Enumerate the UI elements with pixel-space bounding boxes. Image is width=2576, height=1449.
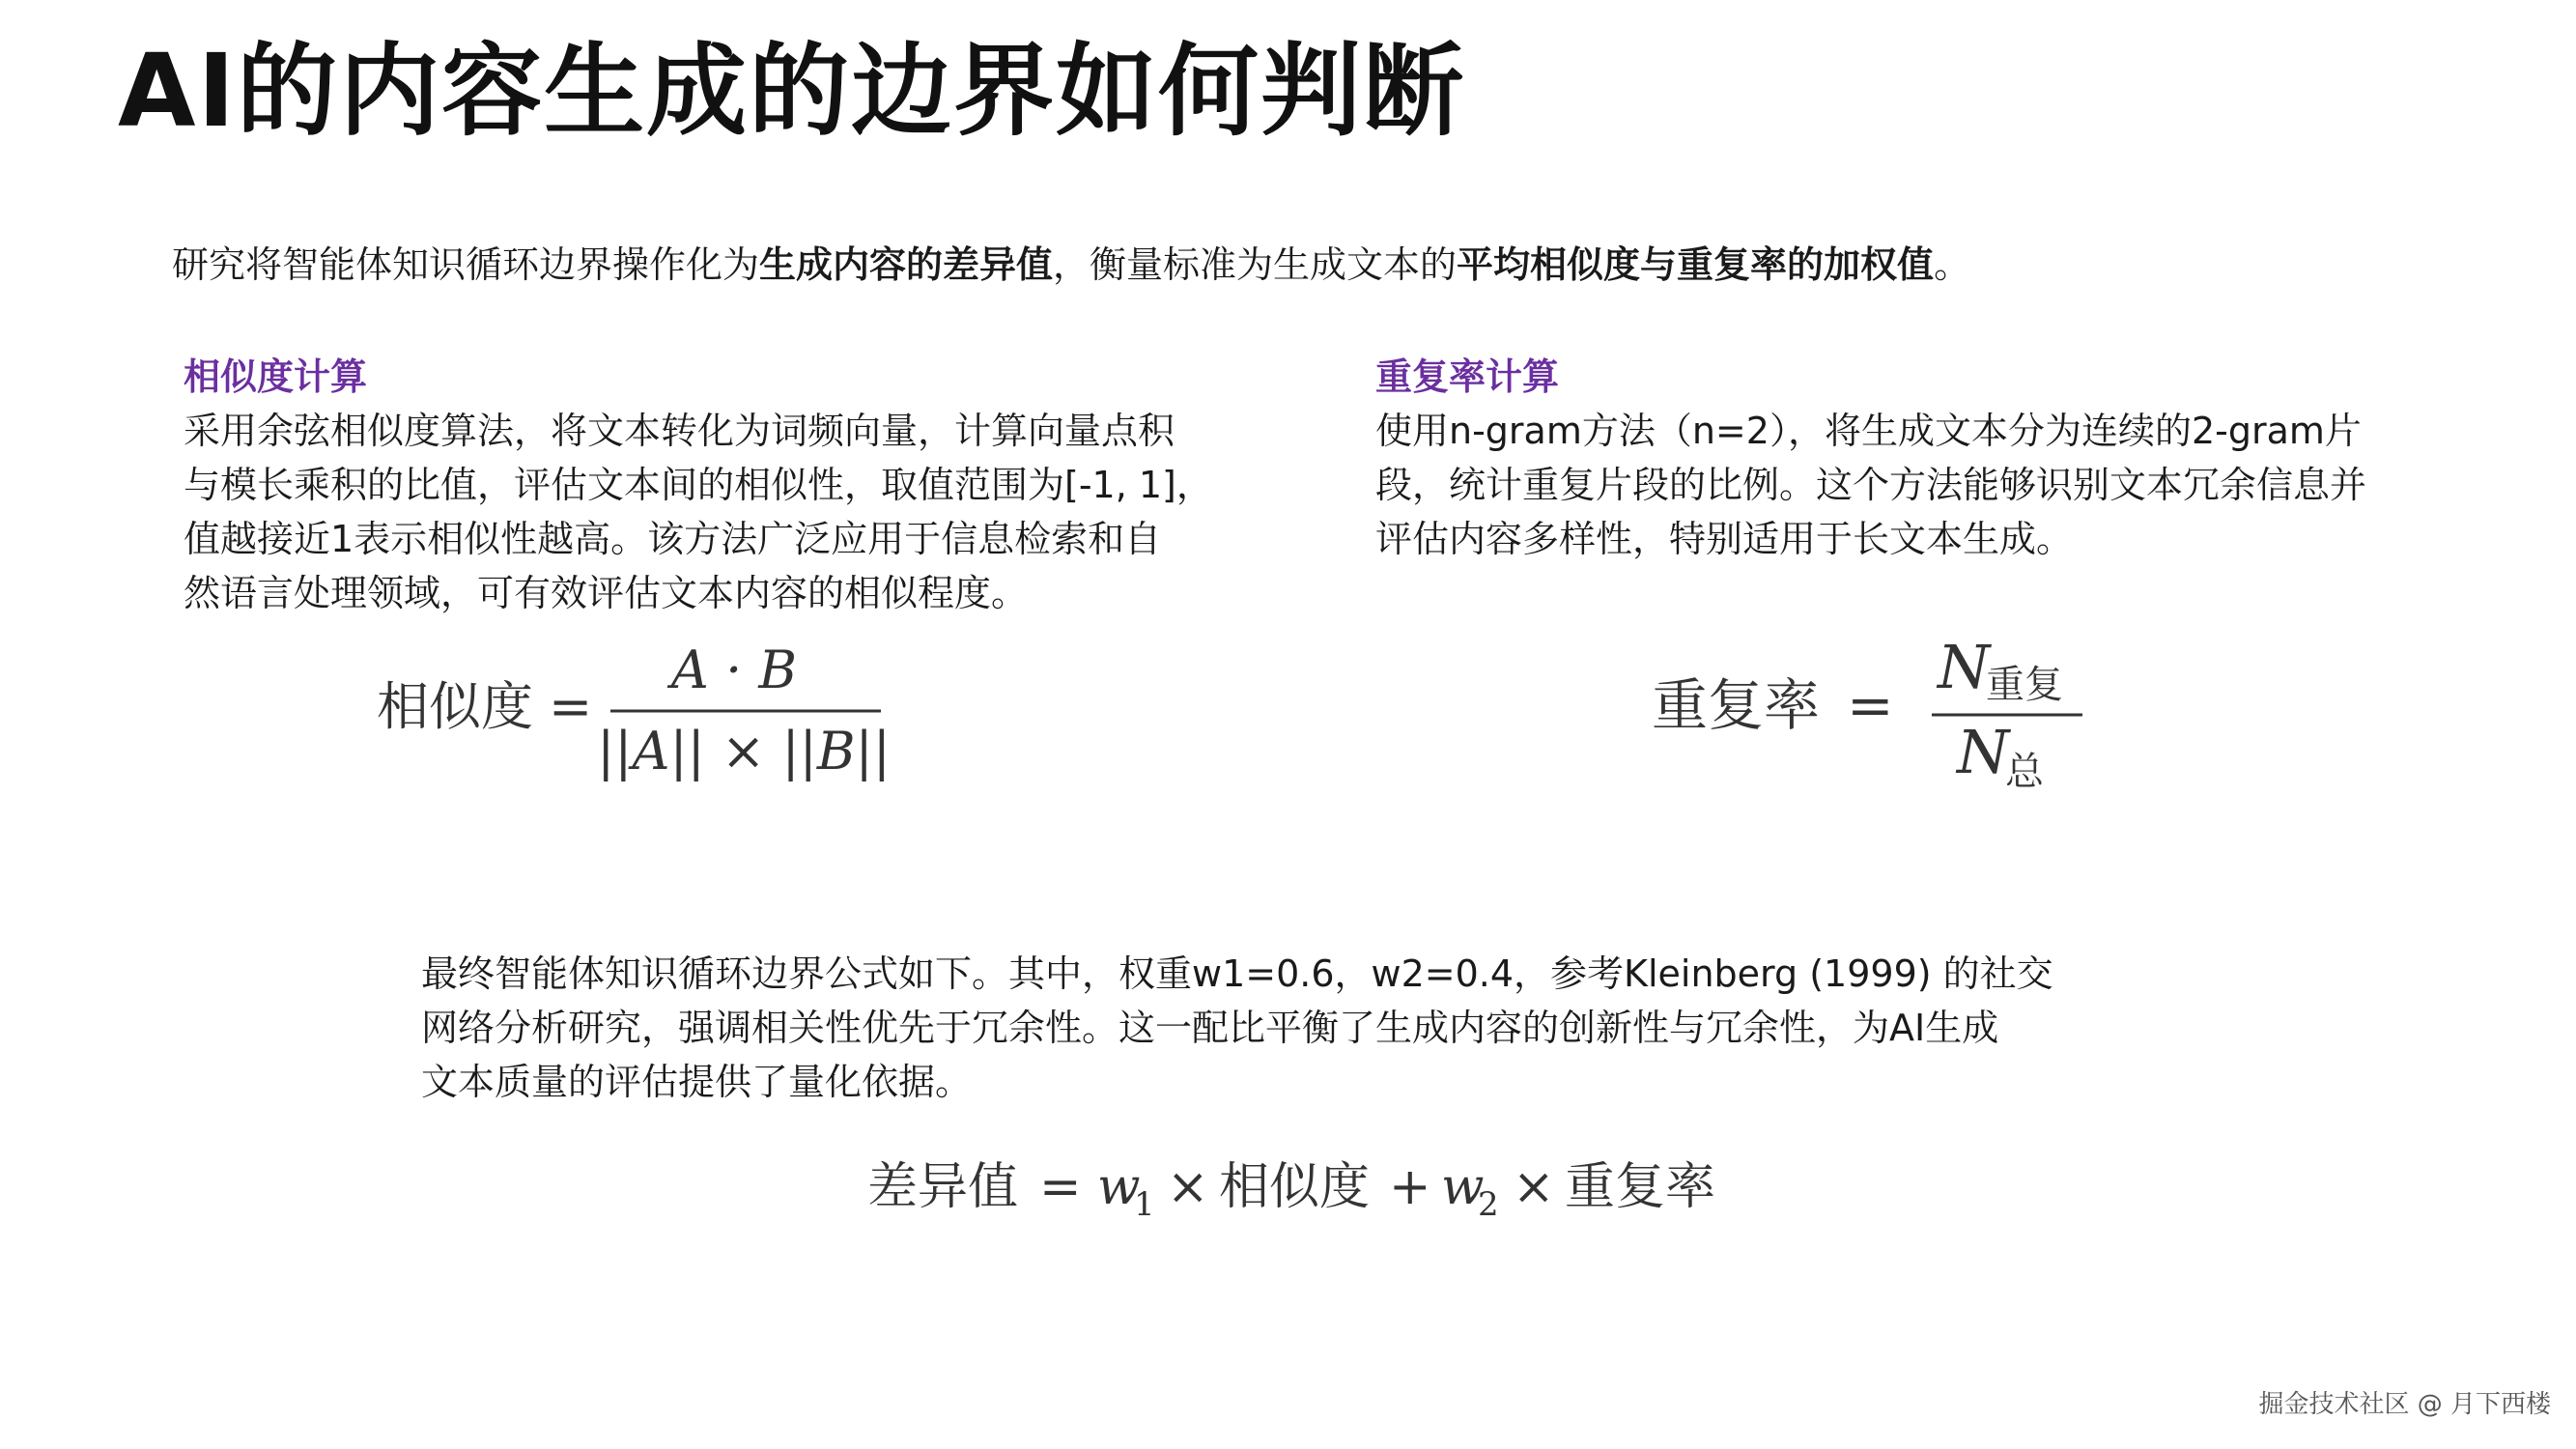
similarity-line: 采用余弦相似度算法，将文本转化为词频向量，计算向量点积 (184, 410, 1175, 452)
similarity-line: 与模长乘积的比值，评估文本间的相似性，取值范围为[-1, 1]， (184, 464, 1213, 506)
repetition-formula-num-sub: 重复 (1986, 663, 2063, 707)
repetition-formula (1642, 628, 2106, 802)
similarity-formula-eq: = (549, 676, 593, 737)
final-formula-w1-sub: 1 (1134, 1185, 1155, 1224)
similarity-formula-lhs: 相似度 (377, 676, 533, 737)
footer-watermark: 掘金技术社区 @ 月下西楼 (2258, 1390, 2551, 1419)
final-line: 文本质量的评估提供了量化依据。 (421, 1061, 973, 1103)
final-formula-times1: × (1167, 1158, 1209, 1216)
final-formula-term1: 相似度 (1219, 1158, 1371, 1216)
final-formula-lhs: 差异值 (867, 1158, 1019, 1216)
similarity-line: 然语言处理领域，可有效评估文本内容的相似程度。 (184, 572, 1029, 614)
repetition-paragraph (1375, 404, 2366, 566)
intro-bold-2: 平均相似度与重复率的加权值 (1457, 243, 1935, 286)
page-title: AI的内容生成的边界如何判断 (118, 32, 1466, 150)
final-formula-w2: w (1441, 1158, 1485, 1216)
final-formula-w2-sub: 2 (1478, 1185, 1499, 1224)
intro-text-2: ，衡量标准为生成文本的 (1053, 243, 1458, 286)
similarity-formula-denominator: ||A|| × ||B|| (597, 721, 891, 781)
intro-paragraph (172, 238, 2442, 292)
repetition-formula-den-var: N (1957, 717, 2010, 787)
final-formula-w1: w (1097, 1158, 1141, 1216)
repetition-line: 段，统计重复片段的比例。这个方法能够识别文本冗余信息并 (1375, 464, 2367, 506)
similarity-formula-numerator: A · B (670, 639, 798, 700)
final-formula-term2: 重复率 (1565, 1158, 1716, 1216)
repetition-formula-den-sub: 总 (2005, 750, 2044, 794)
final-paragraph (421, 947, 2053, 1109)
final-formula (860, 1140, 1748, 1236)
repetition-heading: 重复率计算 (1375, 355, 1560, 398)
final-line: 网络分析研究，强调相关性优先于冗余性。这一配比平衡了生成内容的创新性与冗余性，为AI生成 (421, 1007, 1999, 1049)
intro-text-3: 。 (1934, 243, 1971, 286)
similarity-heading: 相似度计算 (184, 355, 368, 398)
repetition-formula-lhs: 重复率 (1652, 672, 1821, 738)
repetition-formula-eq: = (1847, 672, 1894, 738)
repetition-line: 使用n-gram方法（n=2），将生成文本分为连续的2-gram片 (1375, 410, 2362, 452)
final-formula-times2: × (1513, 1158, 1555, 1216)
similarity-paragraph (184, 404, 1213, 620)
final-line: 最终智能体知识循环边界公式如下。其中，权重w1=0.6，w2=0.4，参考Kleinberg (1999) 的社交 (421, 952, 2053, 995)
intro-text-1: 研究将智能体知识循环边界操作化为 (172, 243, 760, 286)
similarity-formula (367, 628, 908, 792)
final-formula-plus: + (1389, 1158, 1431, 1216)
repetition-formula-num-var: N (1938, 632, 1991, 702)
repetition-line: 评估内容多样性，特别适用于长文本生成。 (1375, 518, 2074, 560)
similarity-line: 值越接近1表示相似性越高。该方法广泛应用于信息检索和自 (184, 518, 1162, 560)
intro-bold-1: 生成内容的差异值 (759, 243, 1054, 286)
final-formula-eq: = (1039, 1158, 1082, 1216)
